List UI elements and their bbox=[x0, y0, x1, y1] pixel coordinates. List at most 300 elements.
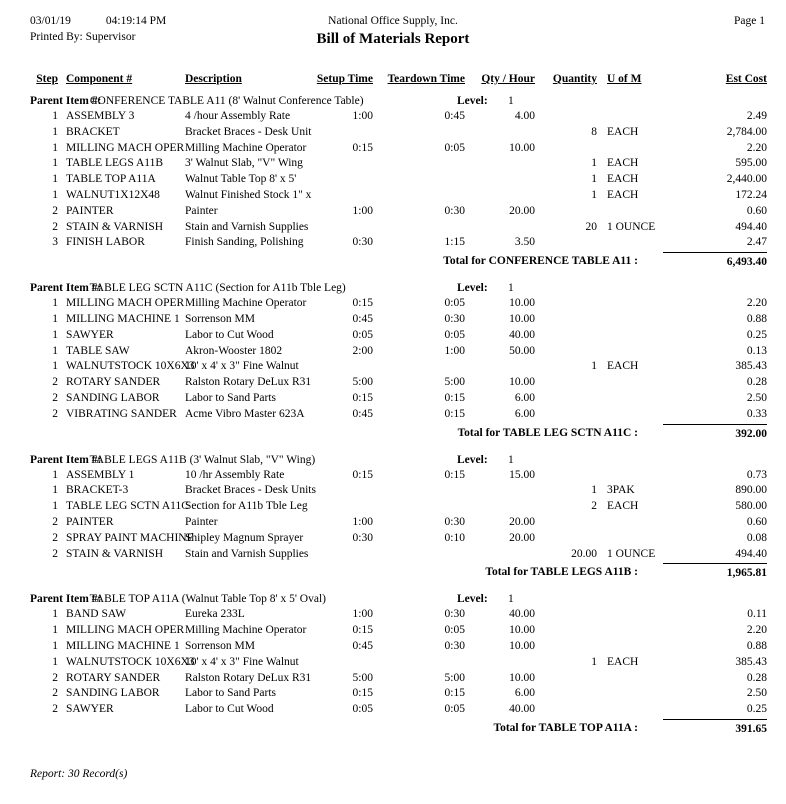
table-row bbox=[0, 141, 786, 157]
cell-qty-hour: 10.00 bbox=[509, 624, 535, 637]
section-total-label: Total for TABLE LEG SCTN A11C : bbox=[457, 426, 638, 439]
cell-u-of-m bbox=[597, 702, 663, 718]
cell-est-cost: 0.28 bbox=[746, 671, 767, 684]
section-total-row bbox=[0, 424, 786, 442]
table-row bbox=[0, 547, 786, 563]
cell-est-cost: 385.43 bbox=[735, 655, 767, 668]
cell-u-of-m bbox=[597, 671, 663, 687]
table-row bbox=[0, 220, 786, 236]
cell-quantity: 8 bbox=[591, 125, 597, 138]
report-table-body bbox=[0, 93, 786, 737]
cell-component: TABLE SAW bbox=[66, 344, 130, 357]
cell-quantity bbox=[535, 328, 597, 344]
cell-teardown-time: 0:30 bbox=[444, 312, 465, 325]
table-row bbox=[0, 623, 786, 639]
cell-est-cost: 0.88 bbox=[746, 639, 767, 652]
print-date: 03/01/19 bbox=[30, 15, 71, 27]
cell-description: Walnut Table Top 8' x 5' bbox=[185, 173, 297, 186]
cell-est-cost: 0.25 bbox=[746, 703, 767, 716]
parent-item-name: TABLE TOP A11A (Walnut Table Top 8' x 5' Oval) bbox=[89, 593, 326, 606]
table-row bbox=[0, 359, 786, 375]
cell-component: MILLING MACH OPER bbox=[66, 141, 185, 154]
cell-est-cost: 0.60 bbox=[746, 515, 767, 528]
cell-description: Stain and Varnish Supplies bbox=[185, 547, 309, 560]
cell-quantity bbox=[535, 531, 597, 547]
cell-u-of-m bbox=[597, 515, 663, 531]
cell-u-of-m bbox=[597, 407, 663, 423]
table-row bbox=[0, 686, 786, 702]
cell-qty-hour: 20.00 bbox=[509, 531, 535, 544]
cell-u-of-m bbox=[597, 296, 663, 312]
cell-setup-time: 2:00 bbox=[352, 344, 373, 357]
cell-qty-hour: 10.00 bbox=[509, 671, 535, 684]
section-total-value: 391.65 bbox=[663, 719, 767, 737]
col-quantity: Quantity bbox=[552, 73, 597, 85]
bom-section bbox=[0, 591, 786, 737]
cell-qty-hour: 10.00 bbox=[509, 376, 535, 389]
cell-teardown-time bbox=[373, 483, 465, 499]
cell-quantity: 2 bbox=[591, 500, 597, 513]
cell-u-of-m: EACH bbox=[607, 157, 639, 170]
table-row bbox=[0, 204, 786, 220]
col-description: Description bbox=[185, 73, 242, 85]
cell-description: Labor to Sand Parts bbox=[185, 391, 277, 404]
page-number: Page 1 bbox=[734, 15, 765, 27]
level-value: 1 bbox=[508, 593, 514, 606]
cell-u-of-m bbox=[597, 204, 663, 220]
table-row bbox=[0, 391, 786, 407]
cell-est-cost: 2.20 bbox=[746, 297, 767, 310]
cell-est-cost: 2.20 bbox=[746, 624, 767, 637]
cell-qty-hour: 10.00 bbox=[509, 141, 535, 154]
bom-section bbox=[0, 280, 786, 441]
cell-quantity bbox=[535, 204, 597, 220]
section-rows bbox=[0, 607, 786, 718]
cell-step: 1 bbox=[52, 624, 58, 637]
cell-setup-time: 0:15 bbox=[352, 468, 373, 481]
cell-est-cost: 385.43 bbox=[735, 360, 767, 373]
cell-description: Labor to Cut Wood bbox=[185, 328, 274, 341]
cell-description: Painter bbox=[185, 515, 218, 528]
table-row bbox=[0, 483, 786, 499]
cell-quantity: 1 bbox=[591, 188, 597, 201]
cell-u-of-m bbox=[597, 312, 663, 328]
cell-setup-time bbox=[311, 499, 373, 515]
cell-quantity: 1 bbox=[591, 655, 597, 668]
cell-step: 2 bbox=[52, 547, 58, 560]
cell-est-cost: 0.73 bbox=[746, 468, 767, 481]
cell-est-cost: 2.49 bbox=[746, 110, 767, 122]
cell-qty-hour: 15.00 bbox=[509, 468, 535, 481]
table-row bbox=[0, 312, 786, 328]
company-name: National Office Supply, Inc. bbox=[328, 15, 458, 27]
cell-component: TABLE LEGS A11B bbox=[66, 157, 164, 170]
table-row bbox=[0, 531, 786, 547]
cell-est-cost: 0.28 bbox=[746, 376, 767, 389]
cell-component: ROTARY SANDER bbox=[66, 376, 161, 389]
table-row bbox=[0, 499, 786, 515]
cell-step: 1 bbox=[52, 344, 58, 357]
cell-step: 1 bbox=[52, 312, 58, 325]
cell-quantity bbox=[535, 296, 597, 312]
section-total-row bbox=[0, 563, 786, 581]
cell-step: 2 bbox=[52, 220, 58, 233]
cell-description: 10 /hr Assembly Rate bbox=[185, 468, 285, 481]
table-row bbox=[0, 172, 786, 188]
cell-setup-time: 0:30 bbox=[352, 531, 373, 544]
cell-est-cost: 172.24 bbox=[735, 188, 767, 201]
cell-teardown-time bbox=[373, 125, 465, 141]
cell-setup-time: 0:15 bbox=[352, 141, 373, 154]
cell-qty-hour: 6.00 bbox=[514, 407, 535, 420]
cell-component: SANDING LABOR bbox=[66, 391, 160, 404]
cell-quantity: 1 bbox=[591, 360, 597, 373]
cell-description: Section for A11b Tble Leg bbox=[185, 500, 308, 513]
cell-step: 1 bbox=[52, 639, 58, 652]
cell-setup-time: 0:15 bbox=[352, 687, 373, 700]
parent-item-label: Parent Item #: bbox=[30, 593, 102, 606]
cell-u-of-m bbox=[597, 109, 663, 125]
cell-qty-hour: 10.00 bbox=[509, 639, 535, 652]
cell-step: 2 bbox=[52, 515, 58, 528]
cell-description: Acme Vibro Master 623A bbox=[185, 407, 305, 420]
cell-u-of-m bbox=[597, 375, 663, 391]
bom-section bbox=[0, 93, 786, 270]
cell-qty-hour: 40.00 bbox=[509, 608, 535, 621]
cell-teardown-time: 0:30 bbox=[444, 608, 465, 621]
col-u-of-m: U of M bbox=[607, 73, 642, 85]
cell-component: TABLE TOP A11A bbox=[66, 173, 156, 186]
cell-quantity bbox=[535, 639, 597, 655]
cell-qty-hour: 4.00 bbox=[514, 110, 535, 122]
section-total-value: 1,965.81 bbox=[663, 563, 767, 581]
cell-setup-time bbox=[311, 547, 373, 563]
cell-qty-hour bbox=[465, 655, 535, 671]
cell-est-cost: 0.33 bbox=[746, 407, 767, 420]
section-rows bbox=[0, 109, 786, 251]
cell-setup-time: 0:15 bbox=[352, 391, 373, 404]
cell-setup-time bbox=[311, 220, 373, 236]
cell-setup-time bbox=[311, 483, 373, 499]
cell-quantity: 20.00 bbox=[571, 547, 597, 560]
section-total-label: Total for TABLE LEGS A11B : bbox=[485, 566, 638, 579]
cell-quantity: 20 bbox=[585, 220, 597, 233]
col-teardown-time: Teardown Time bbox=[387, 73, 465, 85]
cell-teardown-time: 0:05 bbox=[444, 297, 465, 310]
cell-step: 2 bbox=[52, 531, 58, 544]
cell-step: 2 bbox=[52, 407, 58, 420]
cell-quantity bbox=[535, 407, 597, 423]
cell-qty-hour: 20.00 bbox=[509, 515, 535, 528]
cell-component: SANDING LABOR bbox=[66, 687, 160, 700]
cell-component: WALNUTSTOCK 10X6X3 bbox=[66, 655, 195, 668]
section-total-value: 392.00 bbox=[663, 424, 767, 442]
cell-teardown-time: 0:30 bbox=[444, 204, 465, 217]
cell-step: 1 bbox=[52, 655, 58, 668]
cell-quantity bbox=[535, 468, 597, 484]
cell-quantity bbox=[535, 671, 597, 687]
cell-setup-time: 0:05 bbox=[352, 328, 373, 341]
cell-component: ASSEMBLY 3 bbox=[66, 110, 135, 122]
cell-u-of-m bbox=[597, 607, 663, 623]
cell-quantity bbox=[535, 312, 597, 328]
cell-u-of-m bbox=[597, 531, 663, 547]
cell-step: 1 bbox=[52, 608, 58, 621]
cell-u-of-m: EACH bbox=[607, 655, 639, 668]
parent-item-name: TABLE LEGS A11B (3' Walnut Slab, "V" Wing) bbox=[89, 453, 316, 466]
cell-setup-time: 5:00 bbox=[352, 671, 373, 684]
table-row bbox=[0, 188, 786, 204]
cell-step: 1 bbox=[52, 173, 58, 186]
table-row bbox=[0, 296, 786, 312]
report-footer: Report: 30 Record(s) bbox=[30, 768, 128, 780]
bom-section bbox=[0, 452, 786, 582]
cell-setup-time bbox=[311, 172, 373, 188]
cell-teardown-time: 0:05 bbox=[444, 328, 465, 341]
cell-teardown-time: 0:15 bbox=[444, 687, 465, 700]
cell-quantity bbox=[535, 702, 597, 718]
cell-u-of-m: EACH bbox=[607, 500, 639, 513]
cell-step: 1 bbox=[52, 360, 58, 373]
cell-description: Sorrenson MM bbox=[185, 639, 255, 652]
cell-component: SAWYER bbox=[66, 703, 114, 716]
table-row bbox=[0, 235, 786, 251]
cell-component: ROTARY SANDER bbox=[66, 671, 161, 684]
cell-u-of-m: EACH bbox=[607, 188, 639, 201]
cell-qty-hour: 6.00 bbox=[514, 391, 535, 404]
cell-qty-hour bbox=[465, 156, 535, 172]
cell-u-of-m: 1 OUNCE bbox=[607, 547, 656, 560]
cell-quantity bbox=[535, 235, 597, 251]
cell-teardown-time bbox=[373, 188, 465, 204]
cell-component: TABLE LEG SCTN A11C bbox=[66, 500, 189, 513]
cell-est-cost: 0.60 bbox=[746, 204, 767, 217]
cell-description: Milling Machine Operator bbox=[185, 297, 307, 310]
cell-setup-time: 1:00 bbox=[352, 204, 373, 217]
cell-component: MILLING MACH OPER bbox=[66, 624, 185, 637]
section-total-row bbox=[0, 719, 786, 737]
cell-quantity bbox=[535, 607, 597, 623]
level-value: 1 bbox=[508, 453, 514, 466]
cell-setup-time: 0:30 bbox=[352, 236, 373, 249]
cell-est-cost: 2.50 bbox=[746, 391, 767, 404]
cell-component: MILLING MACHINE 1 bbox=[66, 639, 180, 652]
cell-quantity bbox=[535, 141, 597, 157]
cell-description: Milling Machine Operator bbox=[185, 624, 307, 637]
cell-description: Finish Sanding, Polishing bbox=[185, 236, 304, 249]
cell-teardown-time: 5:00 bbox=[444, 671, 465, 684]
table-row bbox=[0, 109, 786, 125]
cell-step: 1 bbox=[52, 297, 58, 310]
section-total-row bbox=[0, 252, 786, 270]
cell-setup-time bbox=[311, 156, 373, 172]
cell-qty-hour: 20.00 bbox=[509, 204, 535, 217]
parent-item-name: TABLE LEG SCTN A11C (Section for A11b Tble Leg) bbox=[89, 282, 346, 295]
cell-teardown-time bbox=[373, 359, 465, 375]
cell-teardown-time bbox=[373, 220, 465, 236]
cell-qty-hour bbox=[465, 172, 535, 188]
cell-teardown-time: 0:15 bbox=[444, 407, 465, 420]
cell-setup-time: 0:45 bbox=[352, 312, 373, 325]
cell-teardown-time: 0:05 bbox=[444, 624, 465, 637]
cell-component: ASSEMBLY 1 bbox=[66, 468, 135, 481]
cell-description: Stain and Varnish Supplies bbox=[185, 220, 309, 233]
cell-u-of-m bbox=[597, 235, 663, 251]
cell-u-of-m bbox=[597, 686, 663, 702]
cell-quantity bbox=[535, 623, 597, 639]
level-value: 1 bbox=[508, 282, 514, 295]
cell-est-cost: 890.00 bbox=[735, 484, 767, 497]
cell-component: VIBRATING SANDER bbox=[66, 407, 177, 420]
cell-qty-hour: 50.00 bbox=[509, 344, 535, 357]
table-row bbox=[0, 639, 786, 655]
cell-step: 1 bbox=[52, 141, 58, 154]
cell-teardown-time bbox=[373, 547, 465, 563]
cell-step: 1 bbox=[52, 157, 58, 170]
cell-est-cost: 595.00 bbox=[735, 157, 767, 170]
cell-teardown-time bbox=[373, 655, 465, 671]
cell-est-cost: 0.88 bbox=[746, 312, 767, 325]
cell-est-cost: 0.08 bbox=[746, 531, 767, 544]
level-label: Level: bbox=[457, 95, 488, 107]
cell-est-cost: 494.40 bbox=[735, 220, 767, 233]
report-title: Bill of Materials Report bbox=[316, 31, 470, 47]
cell-qty-hour bbox=[465, 220, 535, 236]
cell-quantity bbox=[535, 515, 597, 531]
col-component: Component # bbox=[66, 73, 133, 85]
table-row bbox=[0, 375, 786, 391]
cell-description: Milling Machine Operator bbox=[185, 141, 307, 154]
cell-u-of-m bbox=[597, 639, 663, 655]
cell-step: 1 bbox=[52, 484, 58, 497]
cell-teardown-time: 0:15 bbox=[444, 391, 465, 404]
cell-u-of-m bbox=[597, 344, 663, 360]
cell-setup-time bbox=[311, 655, 373, 671]
cell-u-of-m: EACH bbox=[607, 173, 639, 186]
cell-teardown-time: 0:15 bbox=[444, 468, 465, 481]
cell-qty-hour: 6.00 bbox=[514, 687, 535, 700]
cell-est-cost: 2.20 bbox=[746, 141, 767, 154]
cell-teardown-time: 0:05 bbox=[444, 703, 465, 716]
cell-component: PAINTER bbox=[66, 204, 114, 217]
cell-qty-hour bbox=[465, 125, 535, 141]
cell-est-cost: 2.50 bbox=[746, 687, 767, 700]
cell-teardown-time: 0:45 bbox=[444, 110, 465, 122]
cell-description: Walnut Finished Stock 1" x bbox=[185, 188, 312, 201]
cell-quantity: 1 bbox=[591, 173, 597, 186]
cell-description: 3' Walnut Slab, "V" Wing bbox=[185, 157, 303, 170]
cell-step: 2 bbox=[52, 204, 58, 217]
cell-setup-time: 1:00 bbox=[352, 608, 373, 621]
parent-item-name: CONFERENCE TABLE A11 (8' Walnut Conference Table) bbox=[89, 95, 364, 107]
cell-description: Ralston Rotary DeLux R31 bbox=[185, 376, 312, 389]
table-row bbox=[0, 655, 786, 671]
cell-u-of-m: EACH bbox=[607, 125, 639, 138]
table-row bbox=[0, 344, 786, 360]
parent-item-label: Parent Item #: bbox=[30, 453, 102, 466]
parent-item-label: Parent Item #: bbox=[30, 282, 102, 295]
cell-component: PAINTER bbox=[66, 515, 114, 528]
section-total-value: 6,493.40 bbox=[663, 252, 767, 270]
col-setup-time: Setup Time bbox=[316, 73, 373, 85]
cell-component: MILLING MACH OPER bbox=[66, 297, 185, 310]
cell-setup-time: 5:00 bbox=[352, 376, 373, 389]
cell-qty-hour: 10.00 bbox=[509, 312, 535, 325]
cell-teardown-time: 1:00 bbox=[444, 344, 465, 357]
cell-description: 4 /hour Assembly Rate bbox=[185, 110, 291, 122]
cell-quantity bbox=[535, 391, 597, 407]
cell-u-of-m bbox=[597, 391, 663, 407]
cell-description: Shipley Magnum Sprayer bbox=[185, 531, 304, 544]
cell-est-cost: 494.40 bbox=[735, 547, 767, 560]
table-row bbox=[0, 515, 786, 531]
cell-qty-hour bbox=[465, 547, 535, 563]
cell-setup-time: 1:00 bbox=[352, 110, 373, 122]
parent-item-row bbox=[0, 280, 786, 296]
cell-est-cost: 0.25 bbox=[746, 328, 767, 341]
cell-quantity bbox=[535, 686, 597, 702]
parent-item-row bbox=[0, 591, 786, 607]
level-value: 1 bbox=[508, 95, 514, 107]
cell-setup-time: 0:15 bbox=[352, 297, 373, 310]
cell-qty-hour bbox=[465, 359, 535, 375]
cell-qty-hour bbox=[465, 483, 535, 499]
report-header bbox=[0, 15, 786, 48]
cell-teardown-time: 0:30 bbox=[444, 515, 465, 528]
cell-component: BRACKET-3 bbox=[66, 484, 129, 497]
printed-by: Printed By: Supervisor bbox=[30, 31, 136, 43]
cell-component: FINISH LABOR bbox=[66, 236, 145, 249]
cell-est-cost: 2,440.00 bbox=[726, 173, 767, 186]
table-row bbox=[0, 607, 786, 623]
cell-qty-hour bbox=[465, 188, 535, 204]
cell-teardown-time: 0:05 bbox=[444, 141, 465, 154]
cell-setup-time: 0:45 bbox=[352, 407, 373, 420]
cell-est-cost: 0.13 bbox=[746, 344, 767, 357]
cell-quantity: 1 bbox=[591, 157, 597, 170]
table-row bbox=[0, 156, 786, 172]
level-label: Level: bbox=[457, 453, 488, 466]
cell-step: 2 bbox=[52, 376, 58, 389]
cell-est-cost: 0.11 bbox=[747, 608, 767, 621]
cell-qty-hour: 40.00 bbox=[509, 328, 535, 341]
cell-setup-time bbox=[311, 188, 373, 204]
cell-component: MILLING MACHINE 1 bbox=[66, 312, 180, 325]
col-est-cost: Est Cost bbox=[725, 73, 767, 85]
level-label: Level: bbox=[457, 593, 488, 606]
cell-component: WALNUTSTOCK 10X6X3 bbox=[66, 360, 195, 373]
cell-description: Ralston Rotary DeLux R31 bbox=[185, 671, 312, 684]
cell-qty-hour: 10.00 bbox=[509, 297, 535, 310]
cell-component: STAIN & VARNISH bbox=[66, 220, 164, 233]
cell-u-of-m: EACH bbox=[607, 360, 639, 373]
cell-description: Akron-Wooster 1802 bbox=[185, 344, 283, 357]
cell-step: 1 bbox=[52, 110, 58, 122]
cell-component: BAND SAW bbox=[66, 608, 127, 621]
cell-setup-time bbox=[311, 359, 373, 375]
table-row bbox=[0, 468, 786, 484]
cell-component: BRACKET bbox=[66, 125, 120, 138]
cell-description: Labor to Cut Wood bbox=[185, 703, 274, 716]
cell-component: SAWYER bbox=[66, 328, 114, 341]
cell-u-of-m bbox=[597, 328, 663, 344]
column-header-row bbox=[0, 72, 786, 89]
parent-item-row bbox=[0, 93, 786, 109]
table-row bbox=[0, 328, 786, 344]
cell-setup-time: 0:15 bbox=[352, 624, 373, 637]
cell-description: 10' x 4' x 3" Fine Walnut bbox=[185, 360, 299, 373]
cell-quantity: 1 bbox=[591, 484, 597, 497]
